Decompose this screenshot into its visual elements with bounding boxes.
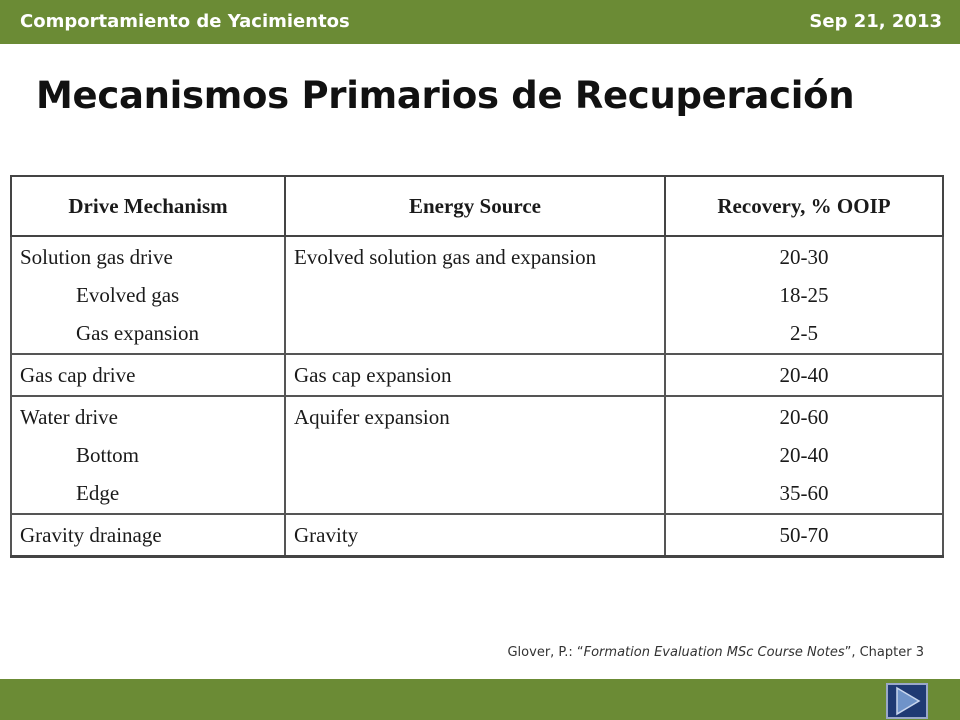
header-drive-mechanism: Drive Mechanism — [11, 176, 285, 236]
table-row — [11, 396, 943, 514]
table-row — [11, 354, 943, 396]
mechanism-cell — [11, 514, 285, 557]
table-header-row — [11, 176, 943, 236]
energy-source: Aquifer expansion — [294, 405, 450, 429]
course-title: Comportamiento de Yacimientos — [20, 11, 350, 32]
next-slide-button[interactable] — [886, 683, 928, 719]
energy-source-cell — [285, 396, 665, 514]
recovery-value: 20-60 — [779, 405, 829, 429]
recovery-value: 20-40 — [779, 443, 829, 467]
sub-mechanism: Edge — [76, 481, 120, 505]
recovery-cell — [665, 396, 943, 514]
mechanism-name: Gravity drainage — [20, 523, 162, 547]
mechanism-name: Water drive — [20, 405, 119, 429]
sub-mechanism: Bottom — [76, 443, 140, 467]
recovery-value: 2-5 — [790, 321, 818, 345]
mechanism-cell — [11, 236, 285, 354]
header-date: Sep 21, 2013 — [809, 11, 942, 32]
footer-bar — [0, 679, 960, 720]
recovery-cell — [665, 514, 943, 557]
header-energy-source: Energy Source — [285, 176, 665, 236]
citation-suffix: ”, Chapter 3 — [844, 645, 924, 660]
recovery-value: 50-70 — [779, 523, 829, 547]
sub-mechanism: Gas expansion — [76, 321, 200, 345]
recovery-table-container — [10, 175, 942, 547]
recovery-value: 18-25 — [779, 283, 829, 307]
energy-source-cell — [285, 354, 665, 396]
mechanism-name: Gas cap drive — [20, 363, 136, 387]
recovery-value: 20-40 — [779, 363, 829, 387]
table-row — [11, 514, 943, 557]
energy-source-cell — [285, 514, 665, 557]
mechanism-cell — [11, 396, 285, 514]
energy-source: Gas cap expansion — [294, 363, 452, 387]
play-next-icon — [888, 685, 926, 717]
sub-mechanism: Evolved gas — [76, 283, 180, 307]
energy-source: Gravity — [294, 523, 359, 547]
recovery-value: 20-30 — [779, 245, 829, 269]
energy-source-cell — [285, 236, 665, 354]
mechanism-name: Solution gas drive — [20, 245, 173, 269]
energy-source: Evolved solution gas and expansion — [294, 245, 597, 269]
header-bar — [0, 0, 960, 44]
citation — [507, 645, 924, 660]
recovery-mechanisms-table — [10, 175, 944, 558]
recovery-cell — [665, 236, 943, 354]
citation-prefix: Glover, P.: “ — [507, 645, 584, 660]
header-recovery: Recovery, % OOIP — [665, 176, 943, 236]
recovery-cell — [665, 354, 943, 396]
mechanism-cell — [11, 354, 285, 396]
slide-title: Mecanismos Primarios de Recuperación — [36, 74, 855, 117]
table-row — [11, 236, 943, 354]
citation-source: Formation Evaluation MSc Course Notes — [583, 645, 845, 660]
recovery-value: 35-60 — [779, 481, 829, 505]
